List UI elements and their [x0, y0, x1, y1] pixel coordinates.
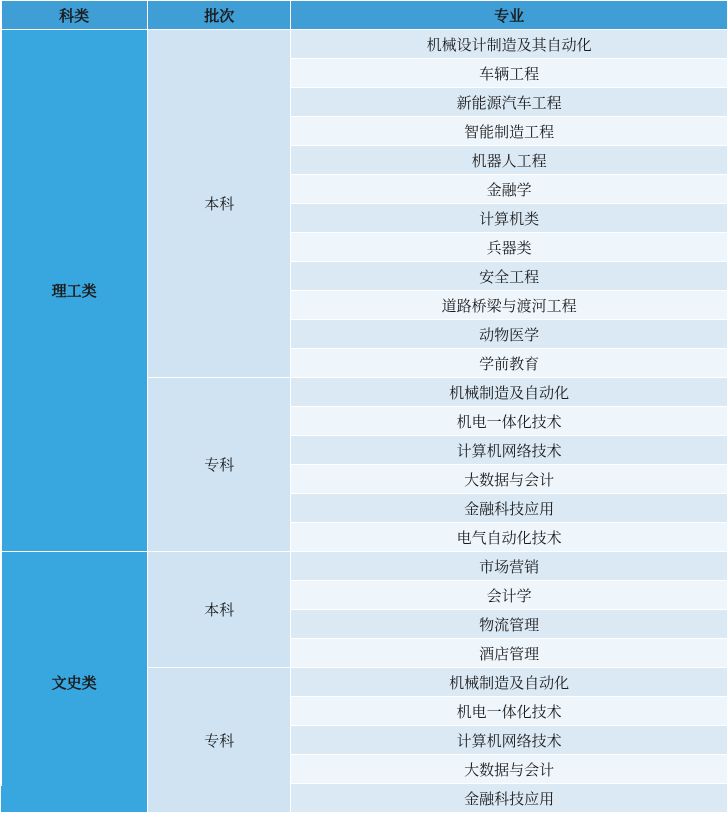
major-cell: 道路桥梁与渡河工程: [291, 291, 728, 320]
major-cell: 金融学: [291, 175, 728, 204]
table-body: [1, 30, 728, 813]
table-row: [1, 552, 728, 581]
table-header-row: [1, 1, 728, 30]
major-cell: 金融科技应用: [291, 784, 728, 813]
major-cell: 机械设计制造及其自动化: [291, 30, 728, 59]
column-header-batch: 批次: [148, 1, 291, 30]
batch-cell: 专科: [148, 378, 291, 552]
major-cell: 机电一体化技术: [291, 407, 728, 436]
major-cell: 会计学: [291, 581, 728, 610]
left-margin-rail: [0, 0, 2, 786]
major-cell: 兵器类: [291, 233, 728, 262]
major-cell: 计算机类: [291, 204, 728, 233]
table-row: [1, 30, 728, 59]
major-cell: 新能源汽车工程: [291, 88, 728, 117]
major-cell: 物流管理: [291, 610, 728, 639]
major-cell: 安全工程: [291, 262, 728, 291]
major-cell: 动物医学: [291, 320, 728, 349]
batch-cell: 专科: [148, 668, 291, 813]
major-cell: 学前教育: [291, 349, 728, 378]
batch-cell: 本科: [148, 552, 291, 668]
batch-cell: 本科: [148, 30, 291, 378]
major-cell: 电气自动化技术: [291, 523, 728, 552]
major-cell: 大数据与会计: [291, 465, 728, 494]
category-cell: 文史类: [1, 552, 148, 813]
major-cell: 金融科技应用: [291, 494, 728, 523]
major-cell: 计算机网络技术: [291, 436, 728, 465]
major-cell: 酒店管理: [291, 639, 728, 668]
major-cell: 机器人工程: [291, 146, 728, 175]
major-cell: 市场营销: [291, 552, 728, 581]
column-header-category: 科类: [1, 1, 148, 30]
table-header: [1, 1, 728, 30]
major-cell: 车辆工程: [291, 59, 728, 88]
major-cell: 计算机网络技术: [291, 726, 728, 755]
major-cell: 大数据与会计: [291, 755, 728, 784]
major-cell: 机械制造及自动化: [291, 378, 728, 407]
category-cell: 理工类: [1, 30, 148, 552]
column-header-major: 专业: [291, 1, 728, 30]
major-cell: 智能制造工程: [291, 117, 728, 146]
major-cell: 机电一体化技术: [291, 697, 728, 726]
major-cell: 机械制造及自动化: [291, 668, 728, 697]
